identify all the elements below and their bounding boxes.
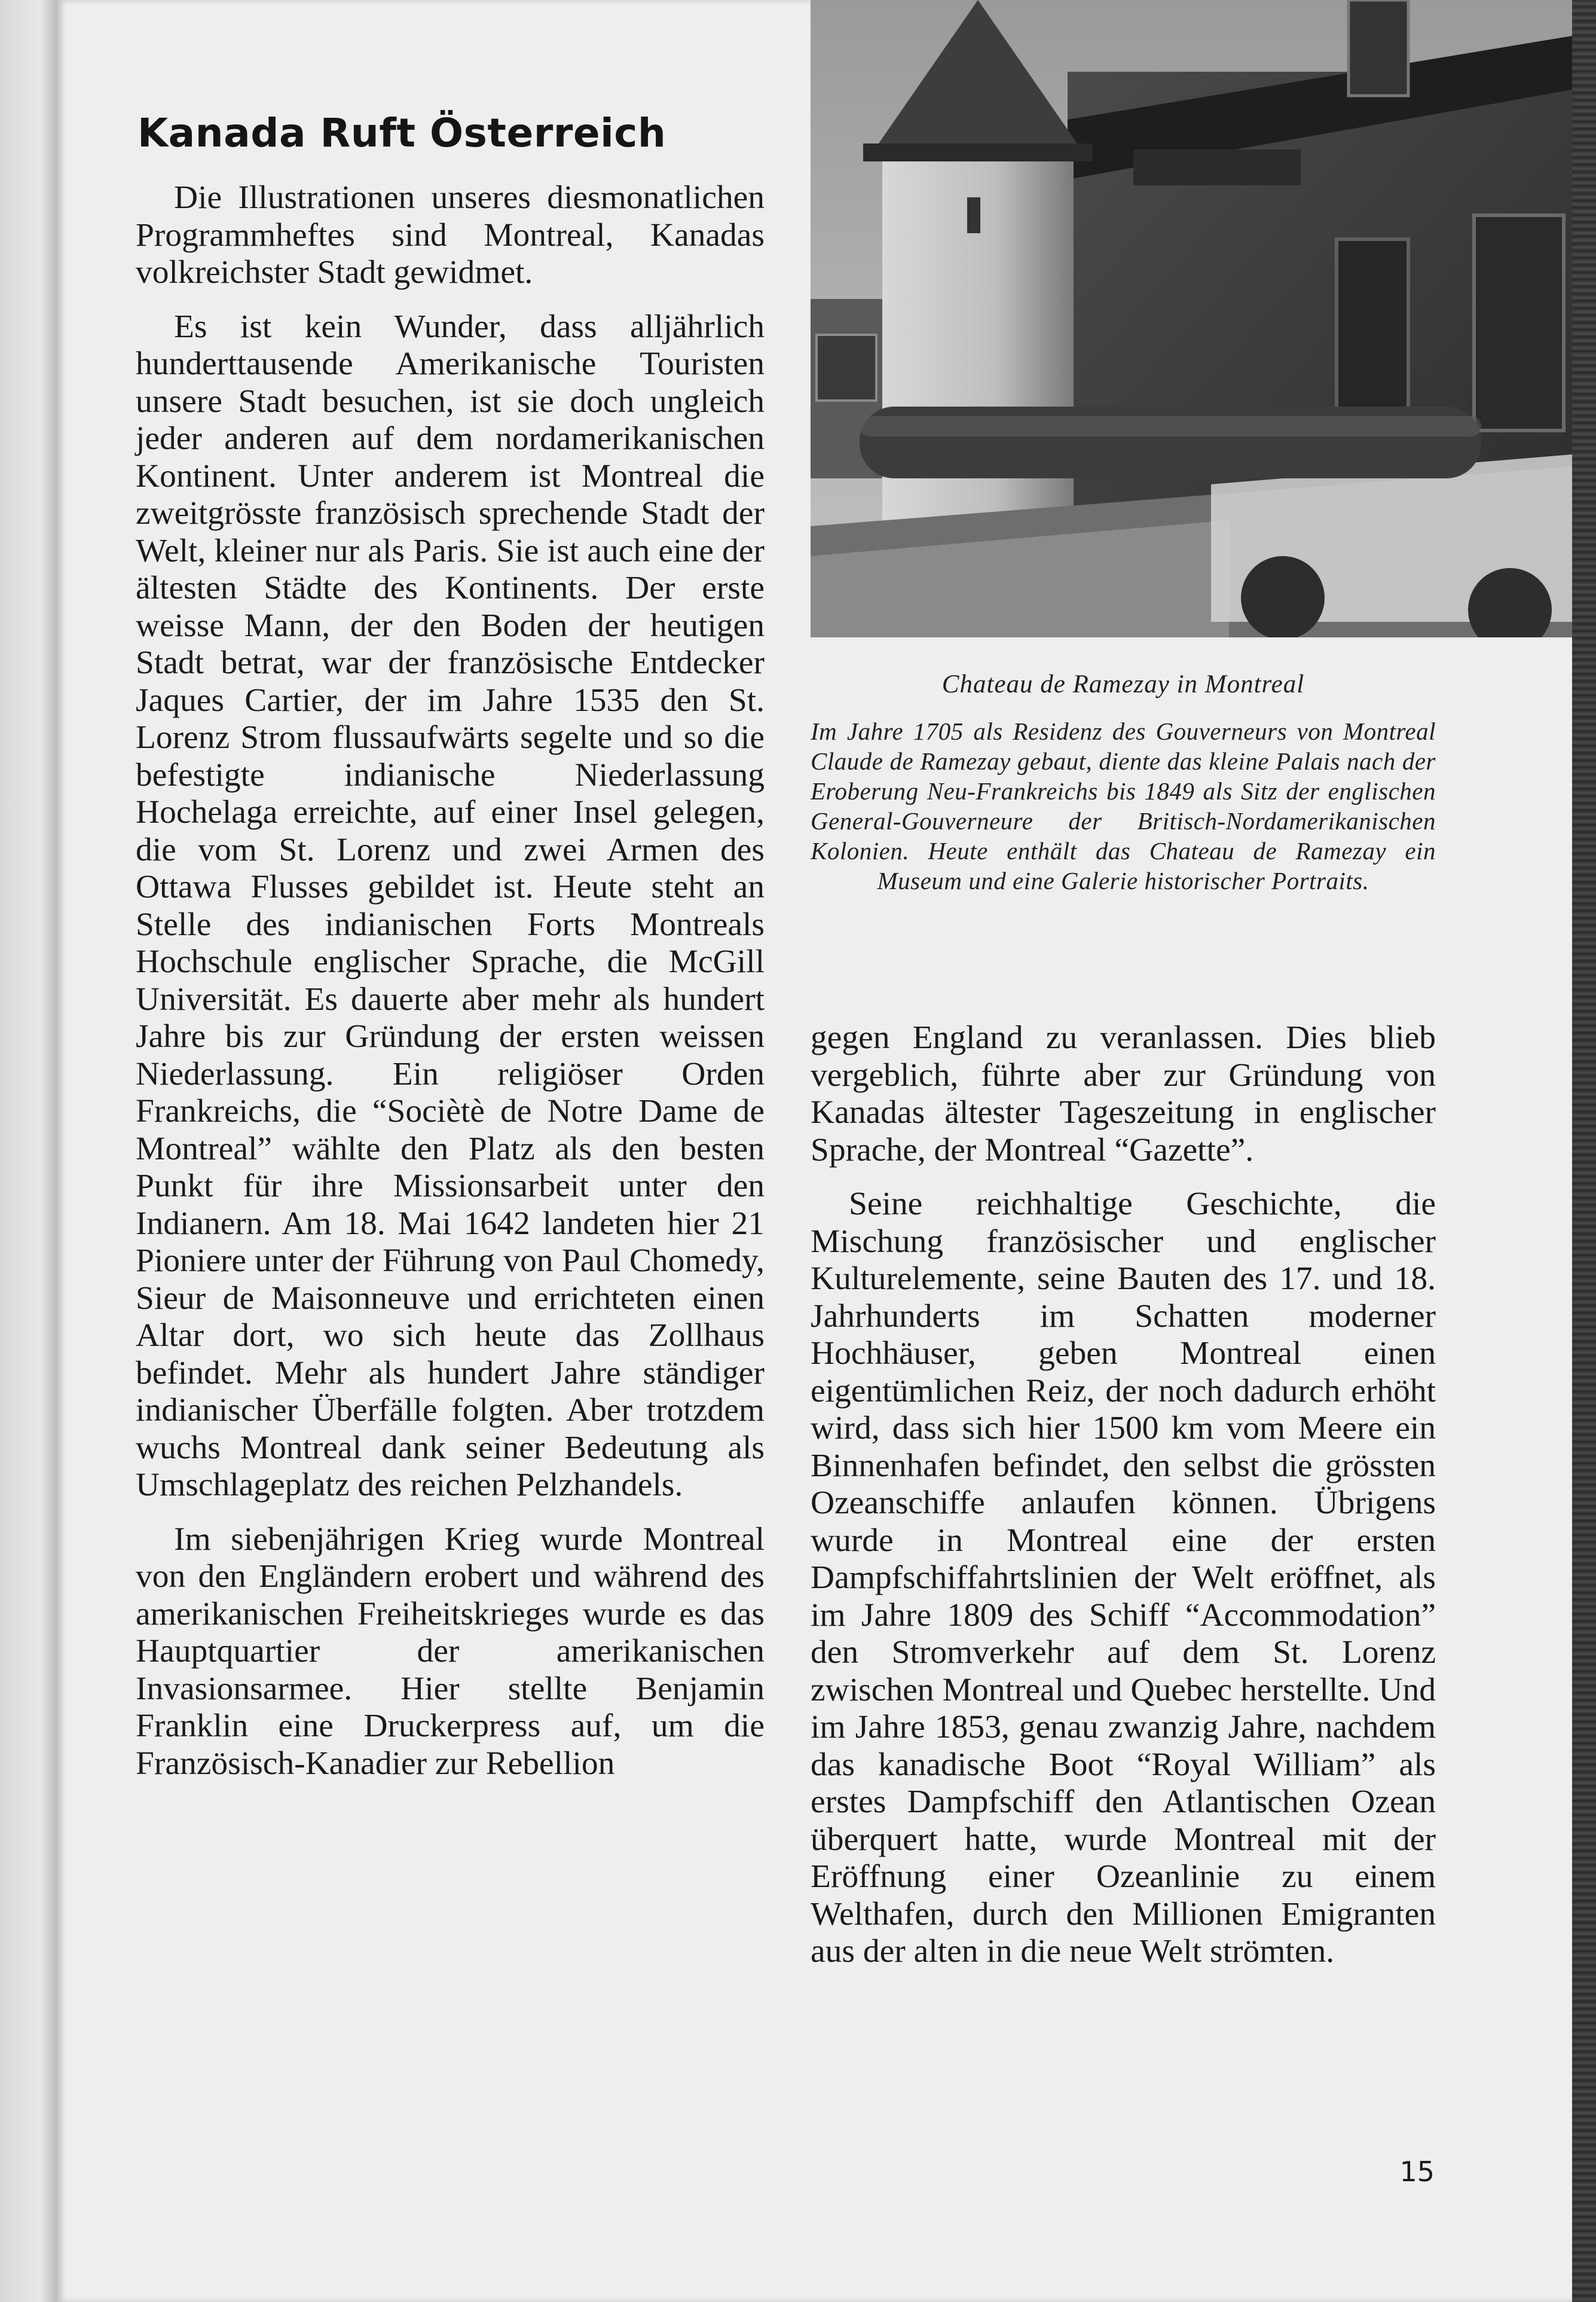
- article-column-left: [136, 179, 765, 1799]
- paragraph: Seine reichhaltige Geschichte, die Mischung französischer und englischer Kulturelemente, seine Bauten des 17. und 18. Jahrhunderts im Schatten moderner Hochhäuser, geben Montreal einen eigentümlichen Reiz, der noch dadurch erhöht wird, dass sich hier 1500 km vom Meere ein Binnenhafen befindet, den selbst die grössten Ozeanschiffe anlaufen können. Übrigens wurde in Montreal eine der ersten Dampfschiffahrtslinien der Welt eröffnet, als im Jahre 1809 des Schiff “Accommodation” den Stromverkehr auf dem St. Lorenz zwischen Montreal und Quebec herstellte. Und im Jahre 1853, genau zwanzig Jahre, nachdem das kanadische Boot “Royal William” als erstes Dampfschiff den Atlantischen Ozean überquert hatte, wurde Montreal mit der Eröffnung einer Ozeanlinie zu einem Welthafen, durch den Millionen Emigranten aus der alten in die neue Welt strömten.: [811, 1186, 1436, 1970]
- paragraph: Es ist kein Wunder, dass alljährlich hunderttausende Amerikanische Touristen unsere Stadt besuchen, ist sie doch ungleich jeder anderen auf dem nordamerikanischen Kontinent. Unter anderem ist Montreal die zweitgrösste französisch sprechende Stadt der Welt, kleiner nur als Paris. Sie ist auch eine der ältesten Städte des Kontinents. Der erste weisse Mann, der den Boden der heutigen Stadt betrat, war der französische Entdecker Jaques Cartier, der im Jahre 1535 den St. Lorenz Strom flussaufwärts segelte und so die befestigte indianische Niederlassung Hochelaga erreichte, auf einer Insel gelegen, die vom St. Lorenz und zwei Armen des Ottawa Flusses gebildet ist. Heute steht an Stelle des indianischen Forts Montreals Hochschule englischer Sprache, die McGill Universität. Es dauerte aber mehr als hundert Jahre bis zur Gründung der ersten weissen Niederlassung. Ein religiöser Orden Frankreichs, die “Sociètè de Notre Dame de Montreal” wählte den Platz als den besten Punkt für ihre Missionsarbeit unter den Indianern. Am 18. Mai 1642 landeten hier 21 Pioniere unter der Führung von Paul Chomedy, Sieur de Maisonneuve und errichteten einen Altar dort, wo sich heute das Zollhaus befindet. Mehr als hundert Jahre ständiger indianischer Überfälle folgten. Aber trotzdem wuchs Montreal dank seiner Bedeutung als Umschlageplatz des reichen Pelzhandels.: [136, 308, 765, 1503]
- paragraph: Die Illustrationen unseres diesmonatlichen Programmheftes sind Montreal, Kanadas volkreichster Stadt gewidmet.: [136, 179, 765, 291]
- caption-text: Im Jahre 1705 als Residenz des Gouverneurs von Montreal Claude de Ramezay gebaut, diente das kleine Palais nach der Eroberung Neu-Frankreichs bis 1849 als Sitz der englischen General-Gouverneure der Britisch-Nordamerikanischen Kolonien. Heute enthält das Chateau de Ramezay ein Museum und eine Galerie historischer Portraits.: [811, 718, 1436, 894]
- paragraph: gegen England zu veranlassen. Dies blieb vergeblich, führte aber zur Gründung von Kanadas ältester Tageszeitung in englischer Sprache, der Montreal “Gazette”.: [811, 1019, 1436, 1168]
- article-column-right: [811, 1019, 1436, 1987]
- chateau-photo: [811, 0, 1572, 637]
- page-number: 15: [1399, 2156, 1435, 2188]
- facing-page-edge: [0, 0, 57, 2302]
- article-title: Kanada Ruft Österreich: [137, 110, 666, 156]
- chateau-photo-image: [811, 0, 1572, 637]
- paragraph: Im siebenjährigen Krieg wurde Montreal von den Engländern erobert und während des amerikanischen Freiheitskrieges wurde es das Hauptquartier der amerikanischen Invasionsarmee. Hier stellte Benjamin Franklin eine Druckerpress auf, um die Französisch-Kanadier zur Rebellion: [136, 1521, 765, 1782]
- background-surface: [1572, 0, 1596, 2302]
- caption-title: Chateau de Ramezay in Montreal: [941, 670, 1305, 698]
- photo-caption: [811, 670, 1436, 896]
